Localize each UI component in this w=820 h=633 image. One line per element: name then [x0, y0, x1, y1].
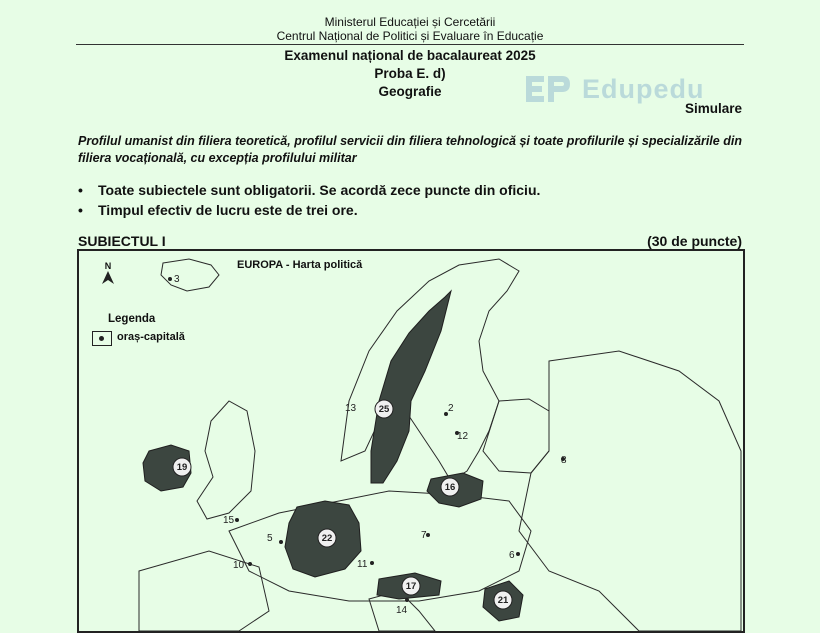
- ministry-name: Ministerul Educației și Cercetării: [324, 15, 496, 29]
- great-britain-outline: [197, 401, 255, 519]
- north-label: N: [104, 261, 112, 271]
- map-label-12: 12: [457, 431, 469, 442]
- baltic-outline: [483, 399, 549, 473]
- country-label-19: 19: [176, 462, 188, 473]
- legend-capital-label: oraș-capitală: [117, 331, 185, 343]
- capital-dot: [168, 277, 172, 281]
- map-label-2: 2: [448, 403, 454, 414]
- legend-title: Legenda: [108, 313, 156, 325]
- center-name: Centrul Național de Politici și Evaluare în Educație: [276, 29, 544, 43]
- capital-dot: [279, 540, 283, 544]
- map-label-14: 14: [396, 605, 408, 616]
- map-label-7: 7: [421, 530, 427, 541]
- edupedu-watermark: [522, 72, 705, 106]
- map-label-3: 3: [174, 274, 180, 285]
- instructions-list: [78, 180, 540, 220]
- map-title: EUROPA - Harta politică: [237, 259, 363, 271]
- map-label-10: 10: [233, 560, 245, 571]
- exam-title: Examenul național de bacalaureat 2025: [284, 48, 536, 63]
- map-label-8: 8: [561, 455, 567, 466]
- capital-dot: [405, 598, 409, 602]
- legend-capital-symbol: [92, 331, 112, 346]
- instruction-item: • Timpul efectiv de lucru este de trei ore.: [78, 200, 540, 220]
- iceland-outline: [161, 259, 219, 291]
- country-label-16: 16: [444, 482, 456, 493]
- map-label-11: 11: [357, 559, 368, 570]
- country-label-21: 21: [497, 595, 509, 606]
- capital-dot: [248, 562, 252, 566]
- capital-dot: [426, 533, 430, 537]
- map-label-13: 13: [345, 403, 357, 414]
- exam-proba: Proba E. d): [374, 66, 446, 81]
- watermark-text: Edupedu: [582, 73, 705, 104]
- profile-text: Profilul umanist din filiera teoretică, profilul servicii din filiera tehnologică și toate profilurile și specializările din filiera vocațională, cu excepția profilului militar: [78, 134, 742, 165]
- exam-subject: Geografie: [378, 84, 442, 99]
- north-arrow-icon: [101, 271, 115, 285]
- eastern-europe-outline: [519, 351, 741, 631]
- scandinavia-outline: [341, 259, 519, 481]
- map-label-6: 6: [509, 550, 515, 561]
- section-points: (30 de puncte): [647, 233, 742, 249]
- capital-dot: [235, 518, 239, 522]
- edupedu-logo-icon: [522, 72, 574, 106]
- map-label-5: 5: [267, 533, 273, 544]
- map-label-15: 15: [223, 515, 235, 526]
- sweden-shape: [371, 291, 451, 483]
- section-title: SUBIECTUL I: [78, 233, 166, 249]
- capital-dot: [370, 561, 374, 565]
- north-arrow: [101, 261, 115, 290]
- country-label-17: 17: [405, 581, 417, 592]
- header-rule: [76, 44, 744, 45]
- instruction-item: • Toate subiectele sunt obligatorii. Se acordă zece puncte din oficiu.: [78, 180, 540, 200]
- map-drawing: [79, 251, 743, 631]
- capital-dot: [516, 552, 520, 556]
- country-label-25: 25: [378, 404, 390, 415]
- country-label-22: 22: [321, 533, 333, 544]
- europe-political-map: [77, 249, 745, 633]
- simulare-label: Simulare: [684, 101, 742, 116]
